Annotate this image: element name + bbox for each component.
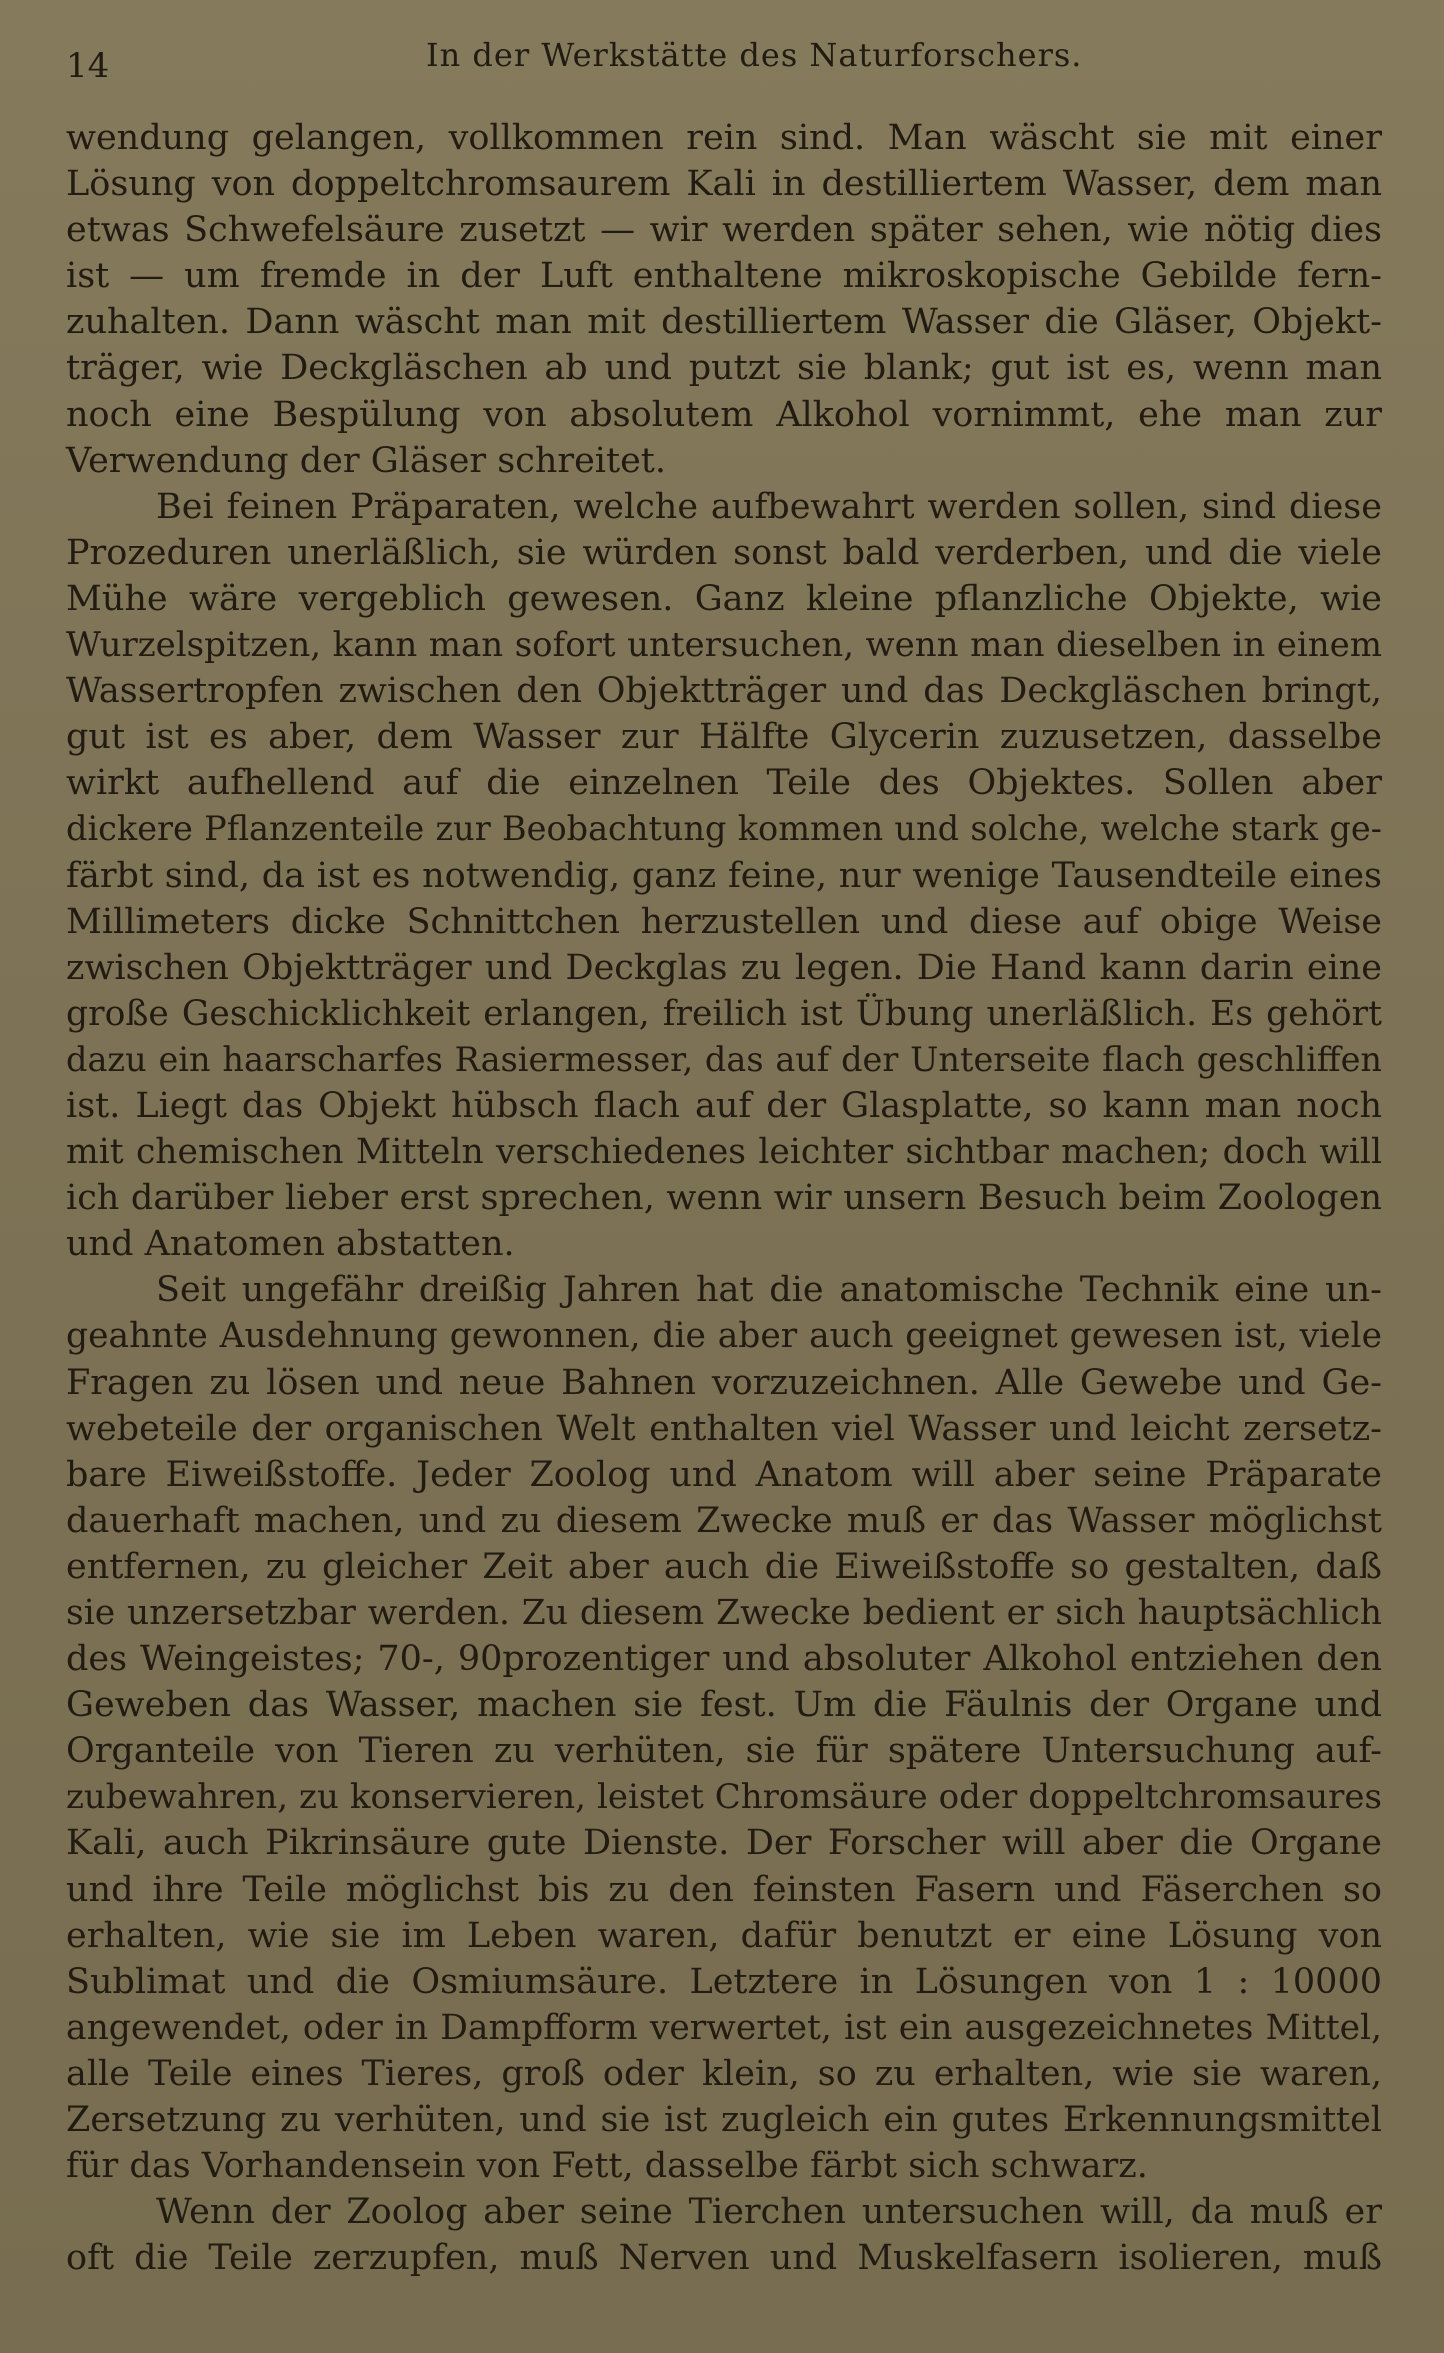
page-number: 14 — [66, 46, 110, 86]
text-line: ist. Liegt das Objekt hübsch flach auf der Glasplatte, so kann man noch — [66, 1085, 1382, 1126]
body-text — [66, 115, 1382, 2281]
text-line: Fragen zu lösen und neue Bahnen vorzuzeichnen. Alle Gewebe und Ge- — [66, 1362, 1382, 1403]
text-line: des Weingeistes; 70-, 90prozentiger und absoluter Alkohol entziehen den — [66, 1639, 1382, 1680]
text-line: färbt sind, da ist es notwendig, ganz feine, nur wenige Tausendteile eines — [66, 855, 1382, 896]
page-header — [66, 36, 1382, 96]
text-line: Lösung von doppeltchromsaurem Kali in destilliertem Wasser, dem man — [66, 164, 1382, 205]
text-line: Wurzelspitzen, kann man sofort untersuchen, wenn man dieselben in einem — [66, 625, 1382, 666]
text-line: noch eine Bespülung von absolutem Alkohol vornimmt, ehe man zur — [66, 394, 1382, 435]
text-line: und Anatomen abstatten. — [66, 1224, 515, 1265]
text-line: Prozeduren unerläßlich, sie würden sonst bald verderben, und die viele — [66, 532, 1382, 573]
text-line: Organteile von Tieren zu verhüten, sie für spätere Untersuchung auf- — [66, 1731, 1382, 1772]
running-title: In der Werkstätte des Naturforschers. — [426, 36, 1083, 74]
text-line: wendung gelangen, vollkommen rein sind. Man wäscht sie mit einer — [66, 118, 1382, 158]
text-line: zubewahren, zu konservieren, leistet Chromsäure oder doppeltchromsaures — [66, 1777, 1382, 1818]
text-line: etwas Schwefelsäure zusetzt — wir werden später sehen, wie nötig dies — [66, 210, 1382, 251]
text-line: gut ist es aber, dem Wasser zur Hälfte Glycerin zuzusetzen, dasselbe — [66, 717, 1382, 758]
text-line: bare Eiweißstoffe. Jeder Zoolog und Anatom will aber seine Präparate — [66, 1454, 1382, 1495]
text-line: dickere Pflanzenteile zur Beobachtung kommen und solche, welche stark ge- — [66, 809, 1382, 849]
text-line: Verwendung der Gläser schreitet. — [66, 440, 666, 481]
text-line: träger, wie Deckgläschen ab und putzt sie blank; gut ist es, wenn man — [66, 348, 1382, 389]
text-line: Mühe wäre vergeblich gewesen. Ganz kleine pflanzliche Objekte, wie — [66, 578, 1382, 619]
text-line: entfernen, zu gleicher Zeit aber auch die Eiweißstoffe so gestalten, daß — [66, 1546, 1382, 1587]
text-line: angewendet, oder in Dampfform verwertet, ist ein ausgezeichnetes Mittel, — [66, 2007, 1382, 2048]
text-line: dauerhaft machen, und zu diesem Zwecke muß er das Wasser möglichst — [66, 1500, 1382, 1541]
text-line: alle Teile eines Tieres, groß oder klein, so zu erhalten, wie sie waren, — [66, 2053, 1382, 2094]
text-line: ist — um fremde in der Luft enthaltene mikroskopische Gebilde fern- — [66, 256, 1382, 297]
text-line: sie unzersetzbar werden. Zu diesem Zwecke bedient er sich hauptsächlich — [66, 1593, 1382, 1633]
text-line: Wassertropfen zwischen den Objektträger und das Deckgläschen bringt, — [66, 671, 1382, 712]
text-line: Seit ungefähr dreißig Jahren hat die anatomische Technik eine un- — [156, 1270, 1382, 1311]
text-line: oft die Teile zerzupfen, muß Nerven und Muskelfasern isolieren, muß — [66, 2238, 1382, 2279]
text-line: geahnte Ausdehnung gewonnen, die aber auch geeignet gewesen ist, viele — [66, 1316, 1382, 1357]
text-line: Kali, auch Pikrinsäure gute Dienste. Der Forscher will aber die Organe — [66, 1823, 1382, 1864]
text-line: für das Vorhandensein von Fett, dasselbe färbt sich schwarz. — [66, 2146, 1148, 2187]
text-line: und ihre Teile möglichst bis zu den feinsten Fasern und Fäserchen so — [66, 1869, 1382, 1910]
text-line: Bei feinen Präparaten, welche aufbewahrt werden sollen, sind diese — [156, 486, 1382, 527]
text-line: ich darüber lieber erst sprechen, wenn wir unsern Besuch beim Zoologen — [66, 1178, 1382, 1219]
text-line: zwischen Objektträger und Deckglas zu legen. Die Hand kann darin eine — [66, 947, 1382, 988]
text-line: große Geschicklichkeit erlangen, freilich ist Übung unerläßlich. Es gehört — [66, 993, 1382, 1034]
text-line: erhalten, wie sie im Leben waren, dafür benutzt er eine Lösung von — [66, 1915, 1382, 1956]
text-line: Millimeters dicke Schnittchen herzustellen und diese auf obige Weise — [66, 901, 1382, 942]
text-line: Geweben das Wasser, machen sie fest. Um die Fäulnis der Organe und — [66, 1685, 1382, 1726]
text-line: mit chemischen Mitteln verschiedenes leichter sichtbar machen; doch will — [66, 1132, 1382, 1173]
text-line: dazu ein haarscharfes Rasiermesser, das auf der Unterseite flach geschliffen — [66, 1039, 1382, 1079]
text-line: zuhalten. Dann wäscht man mit destilliertem Wasser die Gläser, Objekt- — [66, 302, 1382, 343]
text-line: Wenn der Zoolog aber seine Tierchen untersuchen will, da muß er — [156, 2192, 1382, 2233]
text-line: webeteile der organischen Welt enthalten viel Wasser und leicht zersetz- — [66, 1408, 1382, 1449]
text-line: Sublimat und die Osmiumsäure. Letztere in Lösungen von 1 : 10000 — [66, 1961, 1382, 2002]
text-line: Zersetzung zu verhüten, und sie ist zugleich ein gutes Erkennungsmittel — [66, 2100, 1382, 2141]
text-line: wirkt aufhellend auf die einzelnen Teile des Objektes. Sollen aber — [66, 763, 1382, 804]
